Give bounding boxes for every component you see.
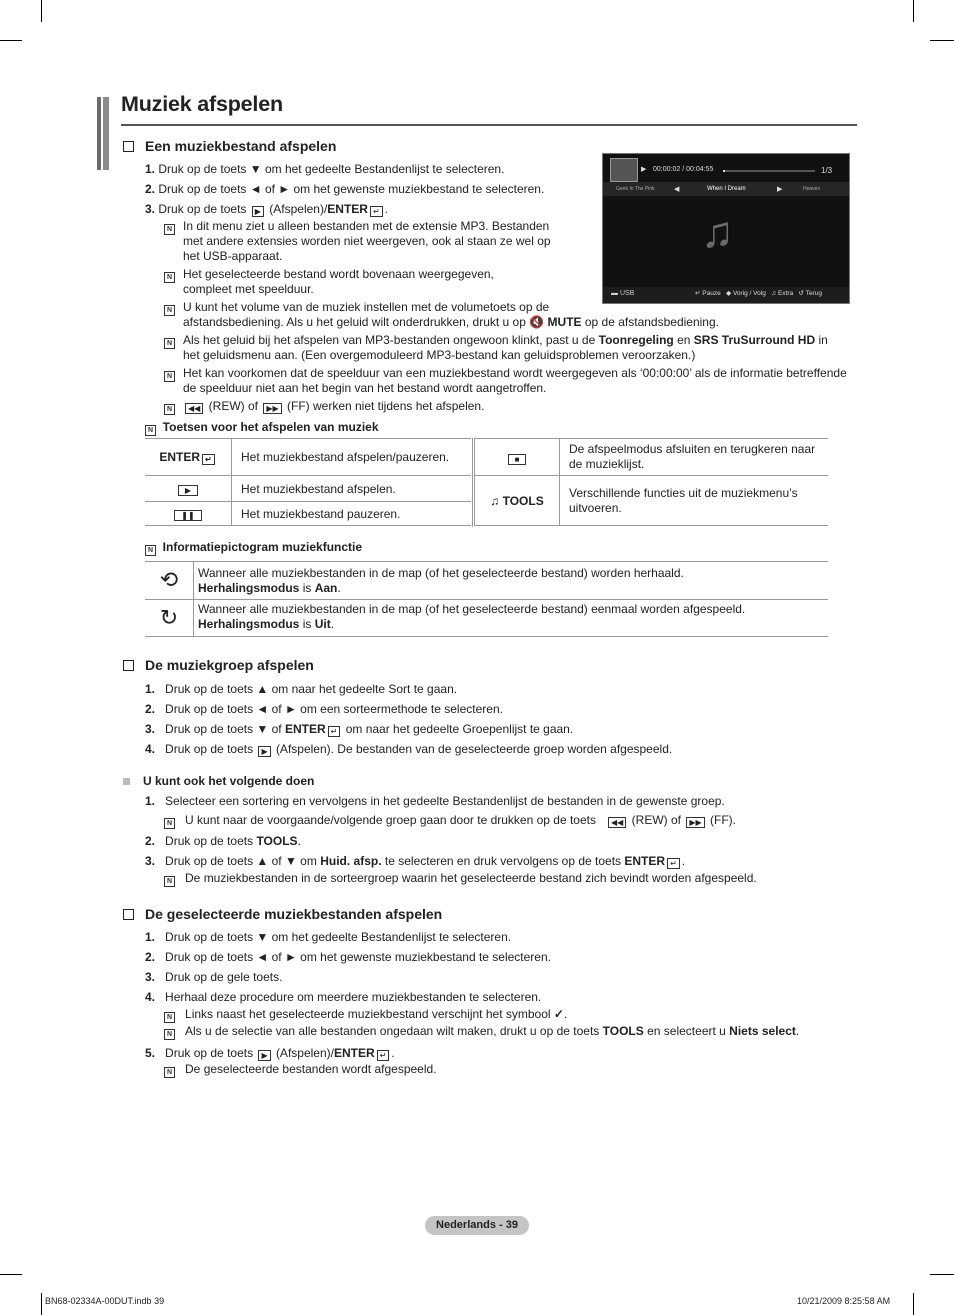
note-text: het geluidsmenu aan. (Een overgemoduleerd MP3-bestand kan geluidsproblemen veroorzaken.) (183, 348, 696, 362)
album-art-icon (610, 158, 638, 182)
info-table (145, 561, 828, 637)
key-desc: De afspeelmodus afsluiten en terugkeren naar de muzieklijst. (560, 439, 829, 476)
step-2: 2. Druk op de toets TOOLS. (145, 834, 301, 848)
play-icon: ▶ (178, 485, 198, 496)
crop-mark (0, 40, 22, 41)
step-4: 4. Herhaal deze procedure om meerdere muziekbestanden te selecteren. (145, 990, 542, 1004)
current-track: When I Dream (707, 186, 746, 192)
note-text: N De muziekbestanden in de sorteergroep waarin het geselecteerde bestand zich bevindt worden afgespeeld. (164, 871, 757, 887)
tools-icon: ♫ (771, 290, 777, 297)
crop-mark (913, 1293, 914, 1315)
note-text: N Als u de selectie van alle bestanden ongedaan wilt maken, drukt u op de toets TOOLS en selecteert u Niets select. (164, 1024, 799, 1040)
info-row: Wanneer alle muziekbestanden in de map (of het geselecteerde bestand) worden herhaald. Herhalingsmodus is Aan. (198, 566, 684, 595)
tv-player-screen (602, 153, 850, 304)
page-title: Muziek afspelen (121, 92, 283, 116)
step-1: 1. Druk op de toets ▼ om het gedeelte Bestandenlijst te selecteren. (145, 162, 505, 176)
note-icon: N (164, 366, 175, 382)
note-icon: N (164, 219, 175, 235)
note-text: U kunt het volume van de muziek instellen met de volumetoets op de (183, 300, 550, 314)
keys-table-right (474, 438, 828, 526)
usb-source: ▬ USB (611, 290, 635, 297)
checkmark-icon: ✓ (553, 1007, 564, 1021)
enter-icon: ↵ (667, 858, 680, 869)
note-text: ◀◀ (REW) of ▶▶ (FF) werken niet tijdens het afspelen. (183, 399, 484, 414)
note-icon: N (164, 300, 175, 316)
play-icon: ▶ (252, 206, 264, 217)
info-row: Wanneer alle muziekbestanden in de map (of het geselecteerde bestand) eenmaal worden afgespeeld. Herhalingsmodus is Uit. (198, 602, 746, 631)
note-text: Het geselecteerde bestand wordt bovenaan weergegeven, (183, 267, 494, 281)
enter-key: ENTER ↵ (145, 439, 232, 476)
step-1: 1. Druk op de toets ▲ om naar het gedeelte Sort te gaan. (145, 682, 458, 696)
note-text: met andere extensies worden niet weergeven, ook al staan ze wel op (183, 234, 551, 248)
note-text: het USB-apparaat. (183, 249, 283, 263)
ff-icon: ▶▶ (686, 817, 704, 828)
step-2: 2. Druk op de toets ◄ of ► om het gewenste muziekbestand te selecteren. (145, 950, 551, 964)
note-text: N U kunt naar de voorgaande/volgende groep gaan door te drukken op de toets ◀◀ (REW) of ▶▶ (FF). (164, 813, 736, 829)
progress-bar (723, 170, 815, 172)
note-text: compleet met speelduur. (183, 282, 314, 296)
step-5: 5. Druk op de toets ▶ (Afspelen)/ENTER ↵ . (145, 1046, 395, 1060)
step-3: 3. Druk op de gele toets. (145, 970, 283, 984)
key-desc: Het muziekbestand afspelen. (232, 476, 472, 502)
repeat-on-icon: ⟲ (145, 562, 194, 600)
tv-button-hints: ↵ Pauze ◆ Vorig / Volg ♫ Extra ↺ Terug (695, 290, 822, 297)
enter-icon: ↵ (202, 454, 215, 465)
play-status-icon: ▶ (641, 166, 647, 173)
note-text: N De geselecteerde bestanden wordt afgespeeld. (164, 1062, 437, 1078)
table-divider (472, 438, 473, 527)
rew-icon: ◀◀ (185, 403, 203, 414)
step-1: 1. Druk op de toets ▼ om het gedeelte Bestandenlijst te selecteren. (145, 930, 512, 944)
sidebar-bar (97, 97, 101, 170)
play-key (145, 476, 232, 502)
footer-file: BN68-02334A-00DUT.indb 39 (45, 1296, 165, 1306)
pause-key (145, 502, 232, 526)
crop-mark (930, 1274, 954, 1275)
crop-mark (913, 0, 914, 22)
crop-mark (0, 1274, 22, 1275)
page-number: Nederlands - 39 (425, 1216, 529, 1235)
pause-icon: ❚❚ (174, 510, 201, 521)
subsection-heading: U kunt ook het volgende doen (123, 774, 314, 789)
crop-mark (41, 0, 42, 22)
keys-table-left (145, 438, 471, 526)
play-icon: ▶ (258, 746, 270, 757)
mute-icon: 🔇 (529, 315, 545, 329)
repeat-off-icon: ↻ (145, 600, 194, 636)
music-note-icon: ♫ (701, 208, 734, 257)
note-text: afstandsbediening. Als u het geluid wilt onderdrukken, drukt u op 🔇 MUTE op de afstandsbediening. (183, 315, 719, 329)
enter-icon: ↵ (377, 1050, 390, 1061)
row-divider (193, 599, 828, 600)
enter-icon: ↵ (328, 726, 341, 737)
crop-mark (41, 1293, 42, 1315)
step-1: 1. Selecteer een sortering en vervolgens in het gedeelte Bestandenlijst de bestanden in de gewenste groep. (145, 794, 725, 808)
tv-time: 00:00:02 / 00:04:55 (653, 166, 714, 173)
step-3: 3. Druk op de toets ▲ of ▼ om Huid. afsp. te selecteren en druk vervolgens op de toets ENTER ↵ . (145, 854, 686, 868)
step-3: 3. Druk op de toets ▶ (Afspelen)/ENTER ↵ . (145, 202, 389, 216)
step-3: 3. Druk op de toets ▼ of ENTER ↵ om naar het gedeelte Groepenlijst te gaan. (145, 722, 574, 736)
return-icon: ↺ (798, 290, 804, 297)
note-text: de speelduur niet aan het begin van het bestand wordt aangetroffen. (183, 381, 547, 395)
crop-mark (930, 40, 954, 41)
left-arrow-icon: ◀ (674, 186, 680, 193)
step-2: 2. Druk op de toets ◄ of ► om een sorteermethode te selecteren. (145, 702, 503, 716)
play-icon: ▶ (258, 1050, 270, 1061)
prev-track: Geek In The Pink (616, 186, 655, 192)
key-desc: Het muziekbestand pauzeren. (232, 502, 472, 526)
info-heading: N Informatiepictogram muziekfunctie (145, 540, 362, 556)
left-right-icon: ◆ (726, 290, 732, 297)
stop-key (475, 439, 560, 476)
sidebar-bar (103, 97, 109, 170)
keys-heading: N Toetsen voor het afspelen van muziek (145, 420, 379, 436)
note-text: N Links naast het geselecteerde muziekbestand verschijnt het symbool ✓. (164, 1007, 567, 1023)
note-text: Als het geluid bij het afspelen van MP3-bestanden ongewoon klinkt, past u de Toonregeling en SRS TruSurround HD in (183, 333, 828, 347)
stop-icon: ■ (508, 454, 527, 465)
section-heading: Een muziekbestand afspelen (123, 138, 336, 154)
step-4: 4. Druk op de toets ▶ (Afspelen). De bestanden van de geselecteerde groep worden afgespeeld. (145, 742, 673, 756)
next-track: Heaven (803, 186, 821, 192)
rew-icon: ◀◀ (608, 817, 626, 828)
note-icon: N (164, 333, 175, 349)
tv-count: 1/3 (821, 166, 833, 175)
note-text: Het kan voorkomen dat de speelduur van een muziekbestand wordt weergegeven als ‘00:00:00’ als de informatie betreffende (183, 366, 847, 380)
enter-icon: ↵ (370, 206, 383, 217)
key-desc: Het muziekbestand afspelen/pauzeren. (232, 439, 472, 476)
ff-icon: ▶▶ (263, 403, 281, 414)
note-text: In dit menu ziet u alleen bestanden met de extensie MP3. Bestanden (183, 219, 550, 233)
right-arrow-icon: ▶ (777, 186, 783, 193)
footer-date: 10/21/2009 8:25:58 AM (797, 1296, 891, 1306)
tools-icon: ♫ (490, 493, 500, 508)
note-icon: N (164, 267, 175, 283)
section-heading: De geselecteerde muziekbestanden afspelen (123, 906, 442, 922)
tools-key: ♫ TOOLS (475, 476, 560, 526)
note-icon: N (164, 399, 175, 415)
step-2: 2. Druk op de toets ◄ of ► om het gewenste muziekbestand te selecteren. (145, 182, 545, 196)
key-desc: Verschillende functies uit de muziekmenu’s uitvoeren. (560, 476, 829, 526)
title-rule (121, 124, 857, 126)
enter-icon: ↵ (695, 290, 701, 297)
section-heading: De muziekgroep afspelen (123, 657, 314, 673)
